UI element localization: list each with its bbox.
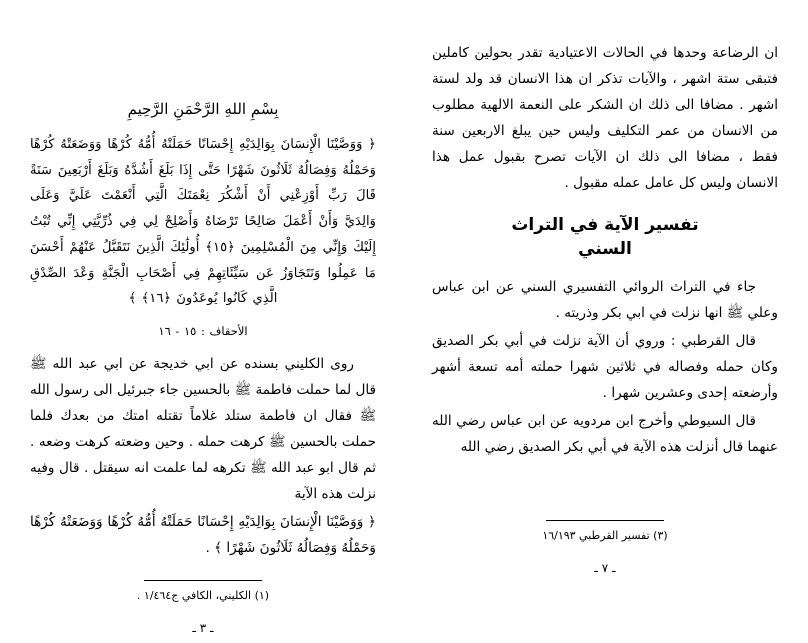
section-heading [432, 213, 778, 262]
left-paragraph-1: جاء في التراث الروائي التفسيري السني عن ابن عباس وعلي ﷺ انها نزلت في ابي بكر وذريته . [432, 278, 778, 321]
page-right [0, 0, 404, 635]
left-paragraph-3: قال السيوطي وأخرج ابن مردويه عن ابن عباس رضي الله عنهما قال أنزلت هذه الآية في أبي بكر الصديق رضي الله [432, 413, 778, 456]
quran-verse-block: ﴿ وَوَصَّيْنَا الْإِنسَانَ بِوَالِدَيْهِ إِحْسَانًا حَمَلَتْهُ أُمُّهُ كُرْهًا وَوَضَعَتْهُ كُرْهًا وَحَمْلُهُ وَفِصَالُهُ ثَلَاثُونَ شَهْرًا حَتَّى إِذَا بَلَغَ أَشُدَّهُ وَبَلَغَ أَرْبَعِينَ سَنَةً قَالَ رَبِّ أَوْزِعْنِي أَنْ أَشْكُرَ نِعْمَتَكَ الَّتِي أَنْعَمْتَ عَلَيَّ وَعَلَى وَالِدَيَّ وَأَنْ أَعْمَلَ صَالِحًا تَرْضَاهُ وَأَصْلِحْ لِي فِي ذُرِّيَّتِي إِنِّي تُبْتُ إِلَيْكَ وَإِنِّي مِنَ الْمُسْلِمِينَ ﴿١٥﴾ أُولَٰئِكَ الَّذِينَ نَتَقَبَّلُ عَنْهُمْ أَحْسَنَ مَا عَمِلُوا وَنَتَجَاوَزُ عَن سَيِّئَاتِهِمْ فِي أَصْحَابِ الْجَنَّةِ وَعْدَ الصِّدْقِ الَّذِي كَانُوا يُوعَدُونَ ﴿١٦﴾ ﴾ [30, 137, 376, 307]
left-paragraph-intro: ان الرضاعة وحدها في الحالات الاعتيادية تقدر بحولين كاملين فتبقى ستة اشهر ، والآيات تذكر ان هذا الانسان قد ولد لستة اشهر . مضافا الى ذلك ان الشكر على النعمة الالهية مطلوب من الانسان من عمر التكليف وليس حين يبلغ الاربعين سنة فقط ، مضافا الى ذلك ان الآيات تصرح بقبول عمل هذا الانسان وليس كل عامل عمله مقبول . [432, 45, 778, 192]
left-page-number: ـ ٧ ـ [594, 561, 616, 575]
right-page-number: ـ ٣ ـ [192, 621, 214, 635]
page-right-body [30, 100, 376, 643]
left-paragraph-2: قال القرطبي : وروي أن الآية نزلت في أبي بكر الصديق وكان حمله وفصاله في ثلاثين شهرا حملته أمه تسعة أشهر وأرضعته إحدى وعشرين شهرا . [432, 333, 778, 402]
right-footnote: (١) الكليني، الكافي ج١/٤٦٤ . [136, 589, 270, 603]
right-footnote-zone [30, 580, 376, 605]
quran-reference: الأحقاف : ١٥ - ١٦ [158, 324, 248, 339]
footnote-divider [546, 520, 664, 521]
section-heading-line2: السني [578, 239, 632, 260]
right-paragraph-ayah: ﴿ وَوَصَّيْنَا الْإِنسَانَ بِوَالِدَيْهِ إِحْسَانًا حَمَلَتْهُ أُمُّهُ كُرْهًا وَوَضَعَتْهُ كُرْهًا وَحَمْلُهُ وَفِصَالُهُ ثَلَاثُونَ شَهْرًا ﴾ . [30, 514, 376, 557]
basmala: بِسْمِ اللهِ الرَّحْمَنِ الرَّحِيمِ [127, 100, 279, 118]
section-heading-line1: تفسير الآية في التراث [511, 214, 699, 235]
right-paragraph-1: روى الكليني بسنده عن ابي خديجة عن ابي عبد الله ﷺ قال لما حملت فاطمة ﷺ بالحسين جاء جبرئيل الى رسول الله ﷺ فقال ان فاطمة ستلد غلاماً تقتله امتك من بعدك فلما حملت بالحسين ﷺ كرهت حمله . وحين وضعته كرهت وضعه . ثم قال ابو عبد الله ﷺ تكرهه لما علمت انه سيقتل . قال وفيه نزلت هذه الآية [30, 355, 376, 503]
left-footnote-zone [432, 520, 778, 545]
page-left-body [432, 40, 778, 583]
footnote-divider [144, 580, 262, 581]
page-left [404, 0, 808, 601]
left-footnote: (٣) تفسير القرطبي ١٦/١٩٣ [542, 529, 668, 543]
